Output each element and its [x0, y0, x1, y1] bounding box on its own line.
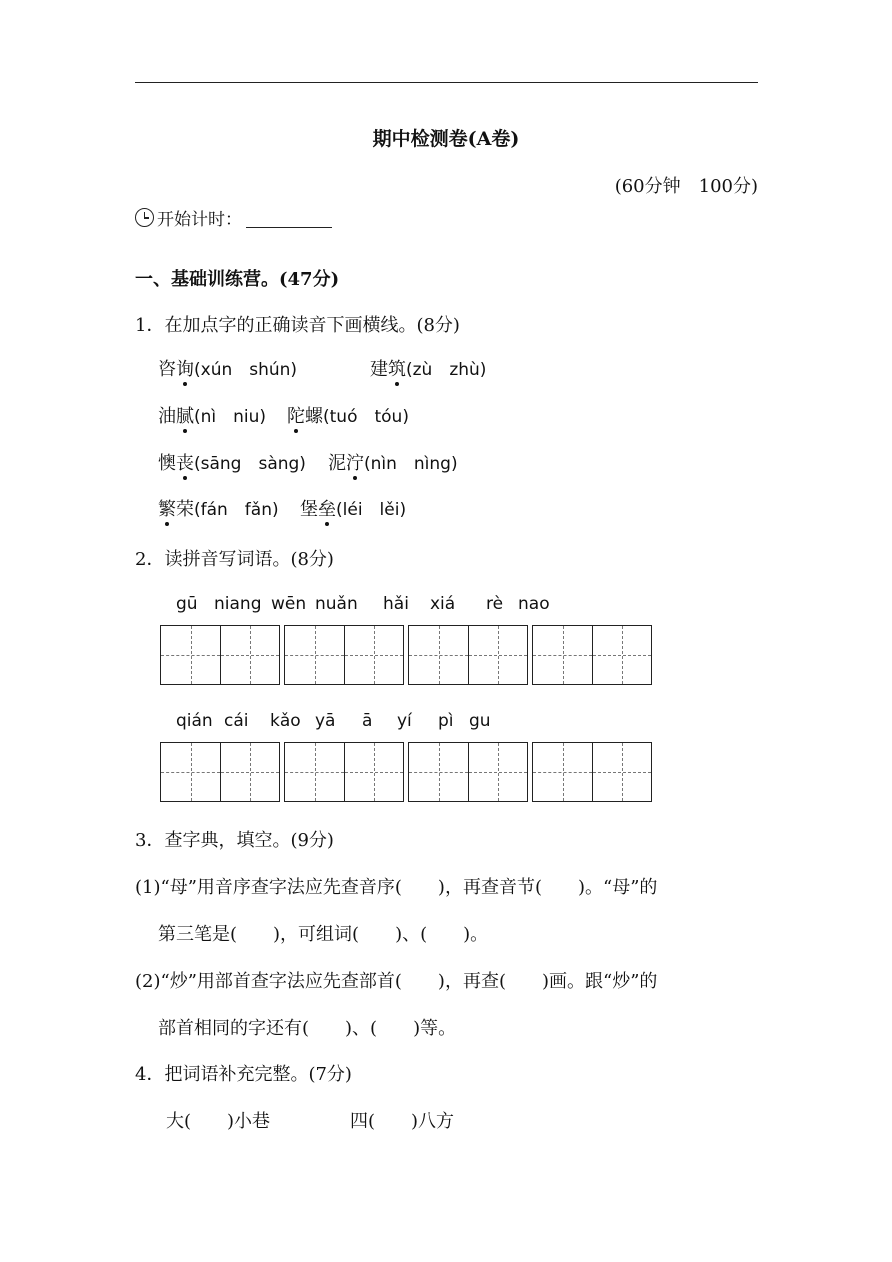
pinyin-syllable: ā	[362, 711, 373, 731]
q1-item-5	[158, 449, 306, 475]
answer-box[interactable]	[284, 625, 404, 685]
q1-pinyin-options[interactable]: (xún shún)	[194, 360, 298, 380]
answer-box[interactable]	[408, 625, 528, 685]
q1-pinyin-options[interactable]: (léi lěi)	[336, 500, 407, 520]
answer-box[interactable]	[284, 742, 404, 802]
q4-item-1[interactable]: 大( )小巷	[166, 1111, 271, 1132]
answer-box[interactable]	[160, 742, 280, 802]
q2-grid-row-2	[160, 742, 656, 802]
pinyin-syllable: yí	[397, 711, 412, 731]
q1-item-char: 荣	[176, 499, 194, 520]
pinyin-syllable: qián	[176, 711, 213, 731]
q1-item-6	[328, 449, 458, 475]
question-4-prompt: 4．把词语补充完整。(7分)	[135, 1064, 352, 1085]
page-title: 期中检测卷(A卷)	[372, 128, 520, 150]
q1-dotted-char: 泞	[346, 453, 364, 474]
pinyin-syllable: rè	[486, 594, 504, 614]
q2-pinyin-row-2	[0, 711, 892, 733]
q1-item-4	[287, 402, 409, 428]
q1-pinyin-options[interactable]: (fán fǎn)	[194, 500, 279, 520]
q1-pinyin-options[interactable]: (sāng sàng)	[194, 454, 306, 474]
pinyin-syllable: kǎo	[270, 711, 301, 731]
q1-item-8	[300, 495, 406, 521]
pinyin-syllable: nao	[518, 594, 550, 614]
q1-dotted-char: 垒	[318, 499, 336, 520]
q4-item-2[interactable]: 四( )八方	[350, 1111, 455, 1132]
pinyin-syllable: cái	[224, 711, 249, 731]
q2-pinyin-row-1	[0, 594, 892, 616]
q3-line-2: 第三笔是( )，可组词( )、( )。	[158, 924, 489, 945]
q3-line-4: 部首相同的字还有( )、( )等。	[158, 1018, 457, 1039]
q1-item-3	[158, 402, 266, 428]
pinyin-syllable: pì	[438, 711, 454, 731]
q1-item-char: 堡	[300, 499, 318, 520]
start-timer	[135, 205, 332, 230]
q3-line-1: (1)“母”用音序查字法应先查音序( )，再查音节( )。“母”的	[135, 877, 658, 898]
question-2-prompt: 2．读拼音写词语。(8分)	[135, 549, 334, 570]
q1-dotted-char: 丧	[176, 453, 194, 474]
q1-dotted-char: 陀	[287, 406, 305, 427]
q1-pinyin-options[interactable]: (tuó tóu)	[323, 407, 409, 427]
section-title: 一、基础训练营。(47分)	[135, 269, 340, 290]
q1-dotted-char: 繁	[158, 499, 176, 520]
pinyin-syllable: gū	[176, 594, 198, 614]
q3-line-3: (2)“炒”用部首查字法应先查部首( )，再查( )画。跟“炒”的	[135, 971, 658, 992]
answer-box[interactable]	[532, 625, 652, 685]
q2-grid-row-1	[160, 625, 656, 685]
pinyin-syllable: gu	[469, 711, 491, 731]
q1-item-char: 懊	[158, 453, 176, 474]
top-rule	[135, 82, 758, 83]
pinyin-syllable: nuǎn	[315, 594, 358, 614]
answer-box[interactable]	[160, 625, 280, 685]
answer-box[interactable]	[408, 742, 528, 802]
q1-item-char: 螺	[305, 406, 323, 427]
q1-dotted-char: 筑	[388, 359, 406, 380]
start-time-blank[interactable]	[246, 207, 332, 228]
q1-dotted-char: 腻	[176, 406, 194, 427]
answer-box[interactable]	[532, 742, 652, 802]
pinyin-syllable: wēn	[271, 594, 307, 614]
time-info: (60分钟 100分)	[614, 176, 758, 197]
q1-item-char: 建	[370, 359, 388, 380]
q1-pinyin-options[interactable]: (zù zhù)	[406, 360, 487, 380]
q1-item-char: 油	[158, 406, 176, 427]
q1-pinyin-options[interactable]: (nìn nìng)	[364, 454, 458, 474]
q1-pinyin-options[interactable]: (nì niu)	[194, 407, 267, 427]
q1-item-char: 泥	[328, 453, 346, 474]
pinyin-syllable: yā	[315, 711, 336, 731]
q1-item-2	[370, 355, 486, 381]
pinyin-syllable: xiá	[430, 594, 456, 614]
pinyin-syllable: niang	[214, 594, 262, 614]
question-1-prompt: 1．在加点字的正确读音下画横线。(8分)	[135, 315, 460, 336]
pinyin-syllable: hǎi	[383, 594, 409, 614]
start-label: 开始计时：	[157, 210, 242, 230]
q1-item-7	[158, 495, 279, 521]
q1-item-char: 咨	[158, 359, 176, 380]
q1-dotted-char: 询	[176, 359, 194, 380]
q1-item-1	[158, 355, 297, 381]
clock-icon	[135, 208, 154, 227]
question-3-prompt: 3．查字典，填空。(9分)	[135, 830, 334, 851]
